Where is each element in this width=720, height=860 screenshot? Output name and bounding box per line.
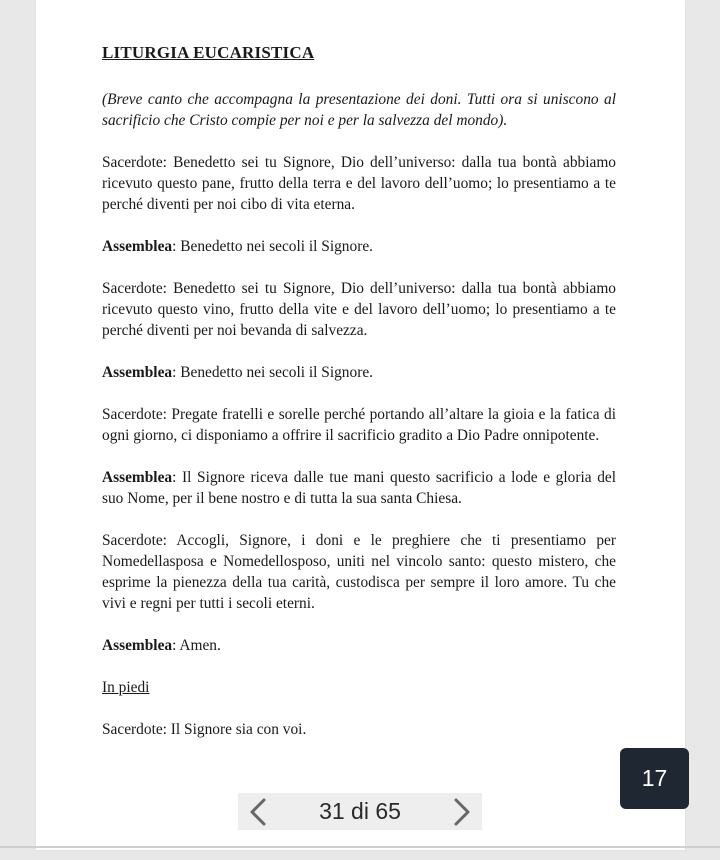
priest-paragraph-1: Sacerdote: Benedetto sei tu Signore, Dio dell’universo: dalla tua bontà abbiamo ricevuto questo pane, frutto della terra e del lavoro dell’uomo; lo presentiamo a te perché diventi per noi cibo di vita eterna. [102, 154, 616, 213]
assembly-text: : Il Signore riceva dalle tue mani questo sacrificio a lode e gloria del suo Nome, per il bene nostro e di tutta la sua santa Chiesa. [102, 469, 616, 507]
assembly-text: : Benedetto nei secoli il Signore. [172, 364, 373, 381]
assembly-paragraph-1 [102, 236, 616, 257]
page-number-badge [620, 748, 689, 809]
document-page [36, 0, 685, 850]
assembly-text: : Benedetto nei secoli il Signore. [172, 238, 373, 255]
bottom-divider [0, 846, 720, 848]
assembly-paragraph-3 [102, 467, 616, 509]
assembly-paragraph-2 [102, 362, 616, 383]
priest-paragraph-5: Sacerdote: Il Signore sia con voi. [102, 721, 307, 738]
assembly-paragraph-4 [102, 635, 616, 656]
page-number-text: 17 [641, 765, 668, 791]
assembly-text: : Amen. [172, 637, 221, 654]
section-heading: LITURGIA EUCARISTICA [102, 43, 315, 62]
priest-paragraph-3: Sacerdote: Pregate fratelli e sorelle perché portando all’altare la gioia e la fatica di ogni giorno, ci disponiamo a offrire il sacrificio gradito a Dio Padre onnipotente. [102, 406, 616, 444]
assembly-label: Assemblea [102, 469, 173, 486]
page-counter: 31 di 65 [319, 798, 401, 824]
page-navigator [238, 793, 482, 830]
intro-paragraph: (Breve canto che accompagna la presentazione dei doni. Tutti ora si uniscono al sacrificio che Cristo compie per noi e per la salvezza del mondo). [102, 91, 616, 129]
previous-page-button[interactable] [238, 793, 278, 830]
assembly-label: Assemblea [102, 364, 173, 381]
assembly-label: Assemblea [102, 238, 173, 255]
chevron-left-icon [247, 797, 269, 827]
priest-paragraph-4: Sacerdote: Accogli, Signore, i doni e le preghiere che ti presentiamo per Nomedellasposa e Nomedellosposo, uniti nel vincolo santo: questo mistero, che esprime la pienezza della tua carità, custodisca per sempre il loro amore. Tu che vivi e regni per tutti i secoli eterni. [102, 532, 616, 612]
assembly-label: Assemblea [102, 637, 173, 654]
priest-paragraph-2: Sacerdote: Benedetto sei tu Signore, Dio dell’universo: dalla tua bontà abbiamo ricevuto questo vino, frutto della vite e del lavoro dell’uomo; lo presentiamo a te perché diventi per noi bevanda di salvezza. [102, 280, 616, 339]
document-content [102, 42, 616, 761]
next-page-button[interactable] [442, 793, 482, 830]
chevron-right-icon [451, 797, 473, 827]
stand-instruction: In piedi [102, 679, 150, 696]
